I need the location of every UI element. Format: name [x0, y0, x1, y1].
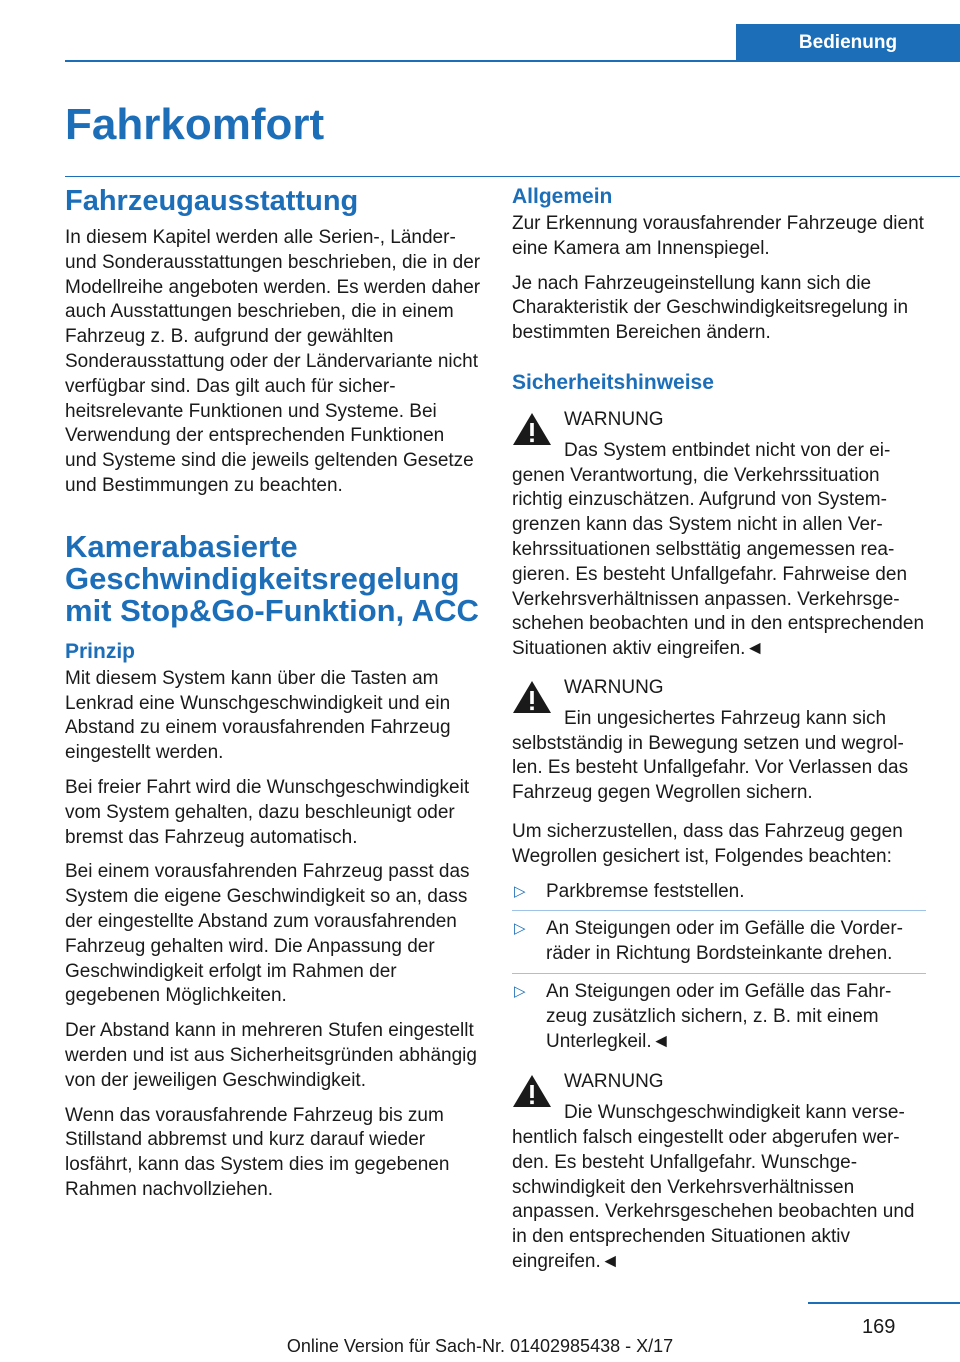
paragraph-principle-1: Mit diesem System kann über die Tasten am Lenkrad eine Wunschgeschwindigkeit und ein Abstand zu einem vorausfahrenden Fahrzeug eingestellt werden. — [65, 667, 451, 764]
paragraph-principle-3: Bei einem vorausfahrenden Fahrzeug passt das System die eigene Geschwindigkeit so an, dass der eingestellte Abstand zum vorausfahrenden Fahrzeug gehalten wird. Die Anpassung der Geschwindigkeit erfolgt im Rahmen der gegebenen Möglichkeiten. — [65, 861, 470, 1007]
heading-principle: Prinzip — [65, 639, 136, 663]
section-tab: Fahrkomfort — [604, 32, 717, 53]
warning-triangle-icon — [512, 412, 552, 446]
list-item — [512, 917, 926, 974]
paragraph-principle-2: Bei freier Fahrt wird die Wunschgeschwindigkeit vom System gehalten, dazu beschleunigt oder bremst das Fahrzeug automatisch. — [65, 776, 470, 848]
footer-rule — [808, 1302, 960, 1304]
warning-title: WARNUNG — [564, 1071, 664, 1093]
heading-general: Allgemein — [512, 185, 613, 208]
heading-acc: Kamerabasierte Geschwindigkeitsregelung mit Stop&Go-Funktion, ACC — [65, 528, 479, 628]
left-column — [65, 184, 481, 1213]
chapter-title: Fahrkomfort — [65, 100, 325, 149]
list-item-text: Parkbremse feststellen. — [546, 880, 745, 902]
warning-title: WARNUNG — [564, 676, 664, 698]
list-item — [512, 880, 926, 912]
warning-triangle-icon — [512, 1074, 552, 1108]
heading-safety: Sicherheitshinweise — [512, 370, 714, 394]
chapter-tab: Bedienung — [736, 24, 960, 62]
paragraph-general-2: Je nach Fahrzeugeinstellung kann sich die Charakteristik der Geschwindigkeitsregelung in bestimmten Bereichen ändern. — [512, 272, 909, 344]
bullet-list — [512, 880, 926, 1061]
paragraph-general-1: Zur Erkennung vorausfahrender Fahrzeuge dient eine Kamera am Innenspiegel. — [512, 213, 924, 259]
right-column — [512, 184, 926, 1289]
warning-text: Die Wunschgeschwindigkeit kann versehentlich falsch eingestellt oder abgerufen werden. Es besteht Unfallgefahr. Wunschgeschwindigkeit den Verkehrsverhältnissen anpassen. Verkehrsgeschehen beobachten und in den entsprechenden Situationen aktiv eingreifen.◄ — [512, 1102, 915, 1272]
list-item-text: An Steigungen oder im Gefälle die Vorderräder in Richtung Bordsteinkante drehen. — [546, 918, 903, 965]
warning-text: Das System entbindet nicht von der eigenen Verantwortung, die Verkehrssituation richtig einzuschätzen. Aufgrund von Systemgrenzen kann das System nicht in allen Verkehrssituationen selbsttätig angemessen reagieren. Es besteht Unfallgefahr. Fahrweise den Verkehrsverhältnissen anpassen. Verkehrsgeschehen beobachten und in den entsprechenden Situationen aktiv eingreifen.◄ — [512, 439, 925, 660]
chapter-rule — [65, 176, 960, 177]
warning-triangle-icon — [512, 680, 552, 714]
footer-text: Online Version für Sach-Nr. 01402985438 - X/17 — [286, 1336, 674, 1356]
list-item — [512, 980, 926, 1060]
warning-text: Ein ungesichertes Fahrzeug kann sich selbstständig in Bewegung setzen und wegrollen. Es besteht Unfallgefahr. Vor Verlassen das Fahrzeug gegen Wegrollen sichern. — [512, 707, 909, 804]
list-item-text: An Steigungen oder im Gefälle das Fahrzeug zusätzlich sichern, z. B. mit einem Unterlegkeil.◄ — [546, 980, 892, 1052]
triangle-right-icon: ▷ — [514, 882, 526, 900]
page-number: 169 — [862, 1316, 896, 1338]
triangle-right-icon: ▷ — [514, 982, 526, 1000]
triangle-right-icon: ▷ — [514, 920, 526, 938]
page-header — [0, 24, 960, 62]
heading-equipment: Fahrzeugausstattung — [65, 185, 359, 217]
warning-block — [512, 408, 926, 662]
header-rule — [65, 60, 736, 62]
paragraph-principle-4: Der Abstand kann in mehreren Stufen eingestellt werden und ist aus Sicherheitsgründen abhängig von der jeweiligen Geschwindigkeit. — [65, 1020, 477, 1091]
paragraph-equipment: In diesem Kapitel werden alle Serien-, Länder- und Sonderausstattungen beschrieben, die in der Modellreihe angeboten werden. Es werden daher auch Ausstattungen beschrieben, die in einem Fahrzeug z. B. aufgrund der gewählten Sonderausstattung oder der Ländervariante nicht verfügbar sind. Das gilt auch für sicherheitsrelevante Funktionen und Systeme. Bei Verwendung der entsprechenden Funktionen und Systeme sind die jeweils geltenden Gesetze und Bestimmungen zu beachten. — [65, 227, 481, 496]
warning-block — [512, 1070, 926, 1274]
paragraph-principle-5: Wenn das vorausfahrende Fahrzeug bis zum Stillstand abbremst und kurz darauf wieder losfährt, kann das System dies im gegebenen Rahmen nachvollziehen. — [65, 1104, 450, 1200]
paragraph-secure: Um sicherzustellen, dass das Fahrzeug gegen Wegrollen gesichert ist, Folgendes beachten: — [512, 820, 903, 867]
warning-block — [512, 676, 926, 806]
warning-title: WARNUNG — [564, 408, 664, 430]
